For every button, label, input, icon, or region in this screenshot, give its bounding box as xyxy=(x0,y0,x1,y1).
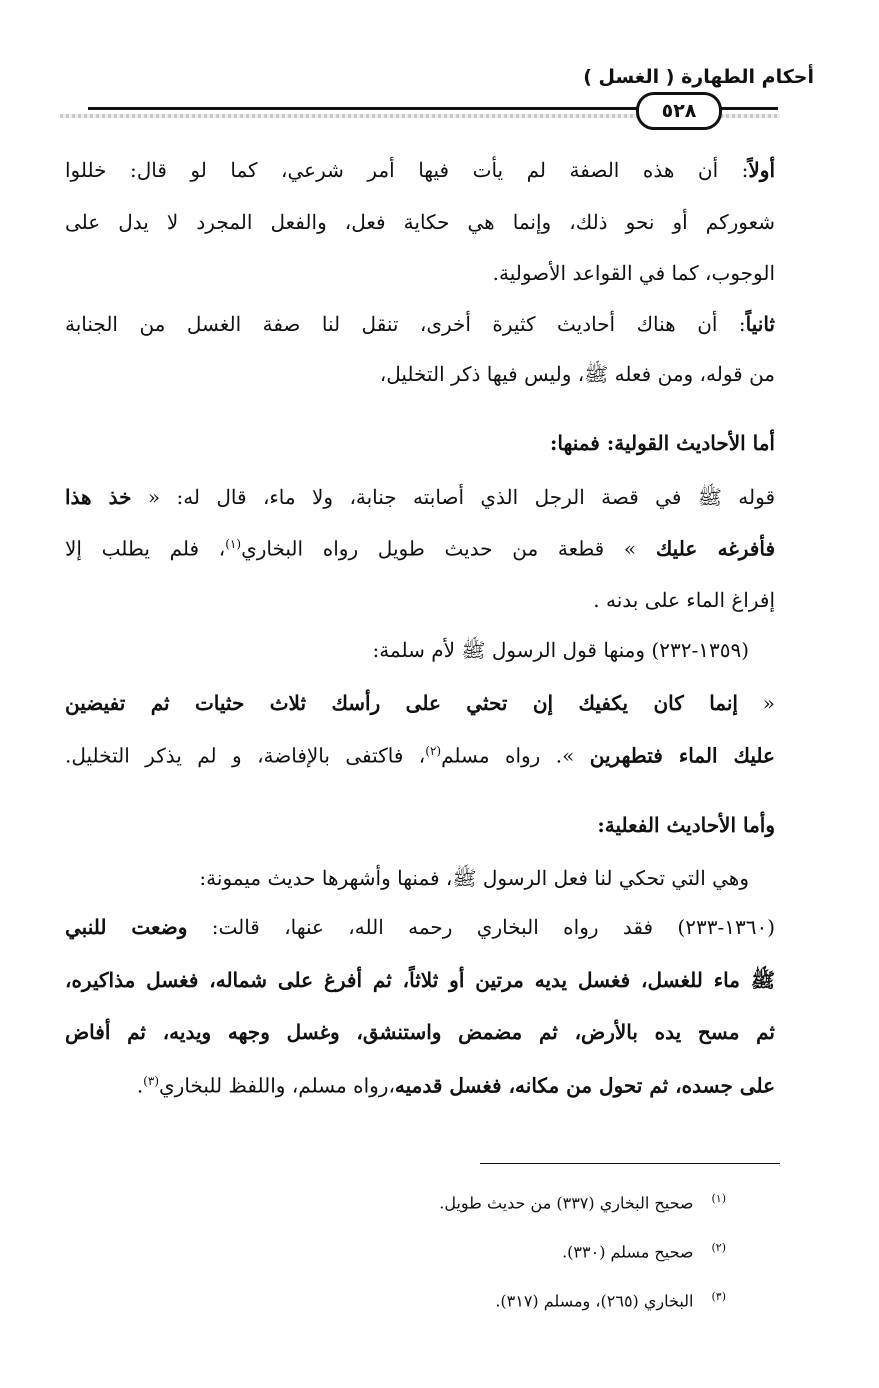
footnote-text: صحيح البخاري (٣٣٧) من حديث طويل. xyxy=(439,1193,694,1213)
body-line xyxy=(65,917,775,937)
line-text: ، فاكتفى بالإفاضة، و لم يذكر التخليل. xyxy=(65,743,426,768)
footnote xyxy=(439,1192,726,1212)
body-line: إفراغ الماء على بدنه . xyxy=(593,588,775,612)
footnote-ref: (١) xyxy=(225,537,242,551)
body-line: من قوله، ومن فعله ﷺ، وليس فيها ذكر التخليل، xyxy=(379,362,775,386)
body-line: شعوركم أو نحو ذلك، وإنما هي حكاية فعل، والفعل المجرد لا يدل على xyxy=(65,210,775,234)
hadith-quote: فأفرغه عليك xyxy=(655,536,776,561)
footnote xyxy=(562,1241,726,1261)
section-heading: أما الأحاديث القولية: فمنها: xyxy=(550,431,775,455)
body-line: وهي التي تحكي لنا فعل الرسول ﷺ، فمنها وأشهرها حديث ميمونة: xyxy=(199,866,749,890)
body-line: ﷺ ماء للغسل، فغسل يديه مرتين أو ثلاثاً، ثم أفرغ على شماله، فغسل مذاكيره، xyxy=(65,968,775,992)
footnote-text: صحيح مسلم (٣٣٠). xyxy=(562,1242,694,1262)
footnote-ref: (٣) xyxy=(143,1074,159,1088)
footnote-rule xyxy=(480,1163,780,1164)
body-line xyxy=(65,160,775,180)
hadith-quote: خذ هذا xyxy=(65,485,132,509)
page-number: ٥٢٨ xyxy=(636,92,722,130)
bold-lead: ثانياً xyxy=(745,312,775,336)
footnote-text: البخاري (٢٦٥)، ومسلم (٣١٧). xyxy=(495,1291,694,1311)
body-line xyxy=(65,745,775,766)
footnote xyxy=(495,1290,726,1310)
footnote-number: (١) xyxy=(711,1192,726,1205)
footnote-number: (٣) xyxy=(711,1290,726,1303)
body-line xyxy=(65,538,775,559)
footnote-ref: (٢) xyxy=(425,744,442,758)
line-text: : أن هناك أحاديث كثيرة أخرى، تنقل لنا صفة الغسل من الجنابة xyxy=(65,312,746,336)
line-text: » قطعة من حديث طويل رواه البخاري xyxy=(241,536,656,561)
body-line: ثم مسح يده بالأرض، ثم مضمض واستنشق، وغسل وجهه ويديه، ثم أفاض xyxy=(65,1020,776,1044)
line-text: قوله ﷺ في قصة الرجل الذي أصابته جنابة، ولا ماء، قال له: « xyxy=(147,485,775,509)
body-line xyxy=(65,314,775,334)
hadith-quote: على جسده، ثم تحول من مكانه، فغسل قدميه xyxy=(394,1073,775,1098)
hadith-quote: وضعت للنبي xyxy=(65,915,188,939)
line-text: . xyxy=(136,1073,144,1098)
line-text: (١٣٦٠-٢٣٣) فقد رواه البخاري رحمه الله، عنها، قالت: xyxy=(187,915,775,939)
quote-mark: « xyxy=(737,691,775,715)
line-text: : أن هذه الصفة لم يأت فيها أمر شرعي، كما لو قال: خللوا xyxy=(65,158,749,182)
body-line xyxy=(65,487,775,507)
bold-lead: أولاً xyxy=(748,158,775,182)
body-line: الوجوب، كما في القواعد الأصولية. xyxy=(492,261,775,285)
hadith-quote: عليك الماء فتطهرين xyxy=(589,743,775,768)
hadith-quote: إنما كان يكفيك إن تحثي على رأسك ثلاث حثيات ثم تفيضين xyxy=(65,691,738,715)
line-text: ،رواه مسلم، واللفظ للبخاري xyxy=(159,1073,395,1098)
section-heading: وأما الأحاديث الفعلية: xyxy=(597,813,775,837)
body-line: (١٣٥٩-٢٣٢) ومنها قول الرسول ﷺ لأم سلمة: xyxy=(372,638,749,662)
body-line xyxy=(65,1075,775,1096)
line-text: ». رواه مسلم xyxy=(441,743,590,768)
line-text: ، فلم يطلب إلا xyxy=(65,536,226,561)
running-header-title: أحكام الطهارة ( الغسل ) xyxy=(583,66,814,88)
footnote-number: (٢) xyxy=(711,1241,726,1254)
body-line xyxy=(65,693,775,713)
